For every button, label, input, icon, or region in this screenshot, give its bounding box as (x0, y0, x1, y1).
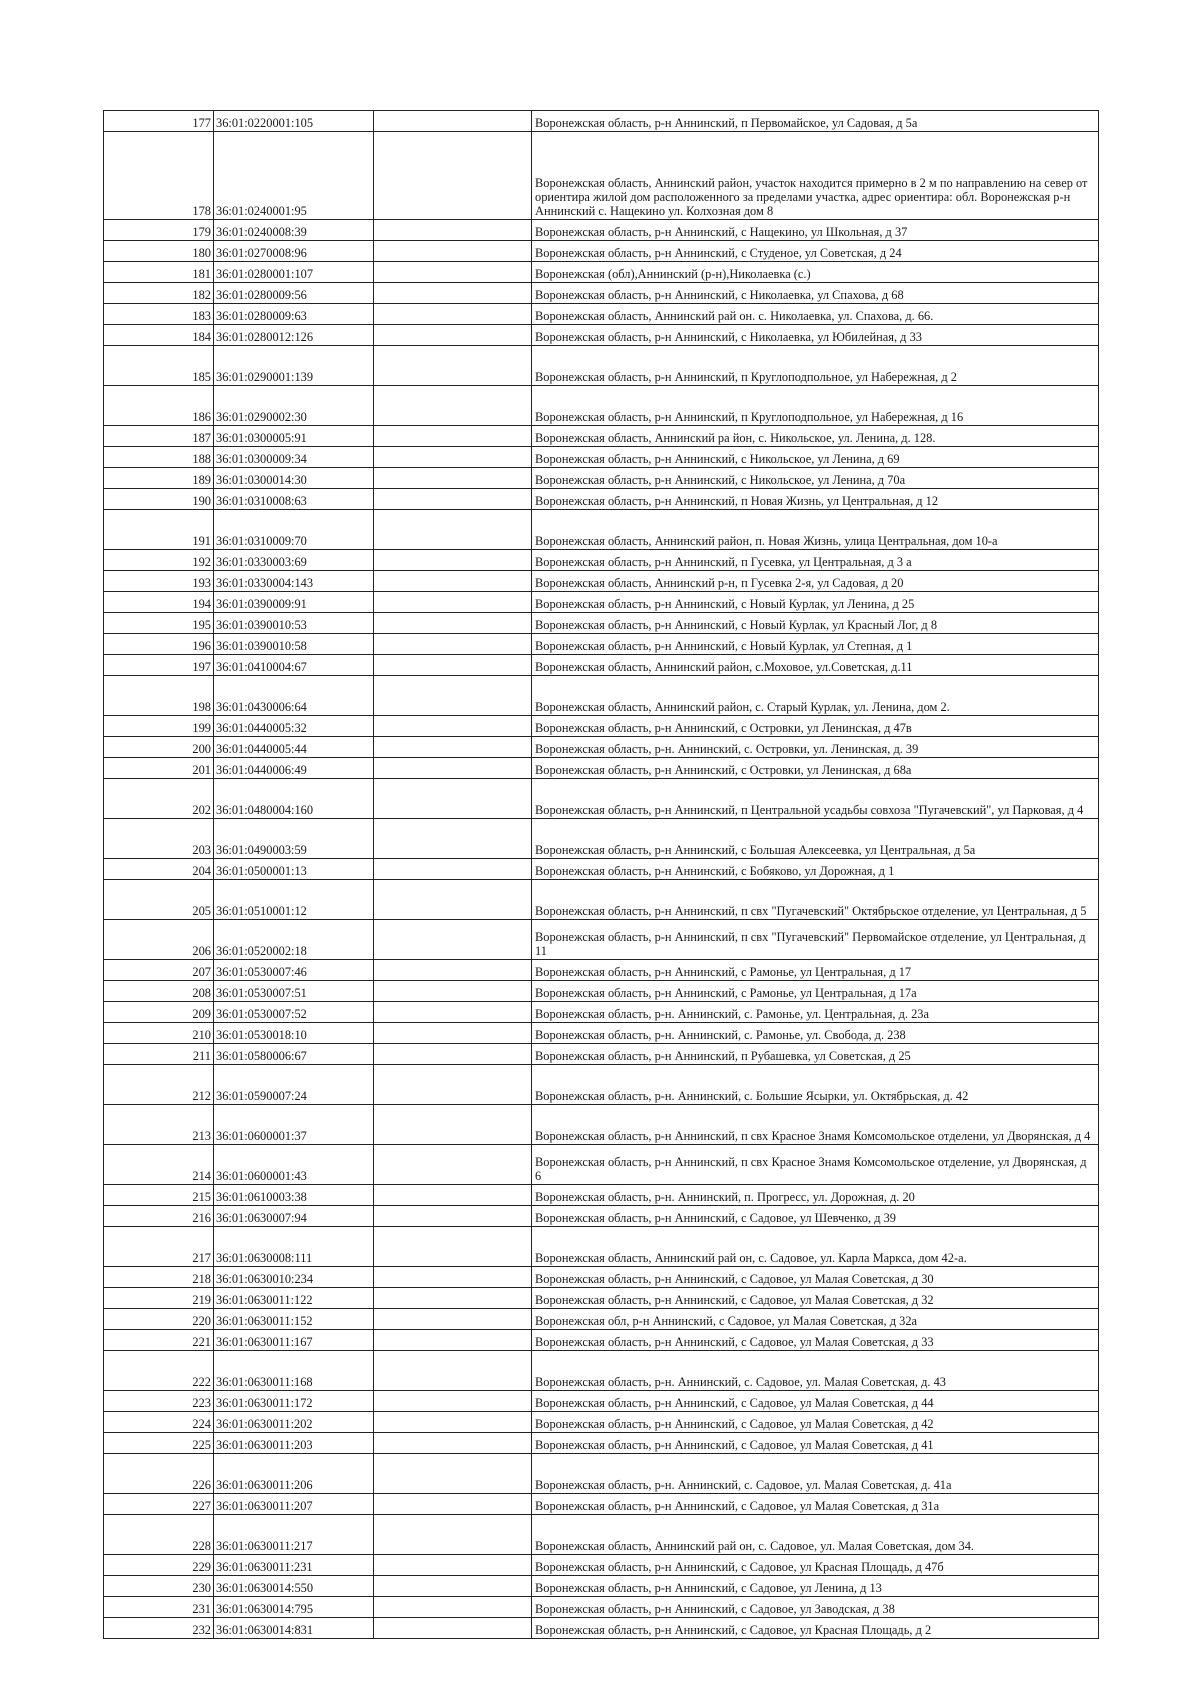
empty-cell (374, 613, 532, 634)
table-row (104, 1494, 1099, 1515)
table-row (104, 325, 1099, 346)
table-row (104, 468, 1099, 489)
table-row (104, 819, 1099, 859)
empty-cell (374, 655, 532, 676)
address-cell: Воронежская область, р-н Аннинский, с Никольское, ул Ленина, д 70а (532, 468, 1099, 489)
address-cell: Воронежская область, р-н. Аннинский, с. Садовое, ул. Малая Советская, д. 41а (532, 1454, 1099, 1494)
row-number-cell: 179 (104, 220, 214, 241)
cadastral-number-cell: 36:01:0630011:168 (214, 1351, 374, 1391)
row-number-cell: 216 (104, 1206, 214, 1227)
cadastral-number-cell: 36:01:0630007:94 (214, 1206, 374, 1227)
table-row (104, 1330, 1099, 1351)
address-cell: Воронежская область, Аннинский район, п. Новая Жизнь, улица Центральная, дом 10-а (532, 510, 1099, 550)
empty-cell (374, 489, 532, 510)
row-number-cell: 190 (104, 489, 214, 510)
table-row (104, 111, 1099, 132)
row-number-cell: 195 (104, 613, 214, 634)
empty-cell (374, 510, 532, 550)
empty-cell (374, 1412, 532, 1433)
row-number-cell: 224 (104, 1412, 214, 1433)
empty-cell (374, 283, 532, 304)
cadastral-number-cell: 36:01:0300014:30 (214, 468, 374, 489)
table-row (104, 1002, 1099, 1023)
cadastral-number-cell: 36:01:0630014:795 (214, 1597, 374, 1618)
table-row (104, 489, 1099, 510)
empty-cell (374, 1618, 532, 1639)
row-number-cell: 197 (104, 655, 214, 676)
address-cell: Воронежская область, р-н Аннинский, с Новый Курлак, ул Ленина, д 25 (532, 592, 1099, 613)
row-number-cell: 215 (104, 1185, 214, 1206)
cadastral-number-cell: 36:01:0270008:96 (214, 241, 374, 262)
row-number-cell: 183 (104, 304, 214, 325)
row-number-cell: 196 (104, 634, 214, 655)
table-row (104, 1515, 1099, 1555)
cadastral-number-cell: 36:01:0630014:550 (214, 1576, 374, 1597)
row-number-cell: 187 (104, 426, 214, 447)
table-row (104, 132, 1099, 220)
address-cell: Воронежская область, р-н Аннинский, с Большая Алексеевка, ул Центральная, д 5а (532, 819, 1099, 859)
address-cell: Воронежская область, р-н Аннинский, с Садовое, ул Малая Советская, д 42 (532, 1412, 1099, 1433)
cadastral-number-cell: 36:01:0490003:59 (214, 819, 374, 859)
address-cell: Воронежская область, р-н Аннинский, п Рубашевка, ул Советская, д 25 (532, 1044, 1099, 1065)
table-row (104, 241, 1099, 262)
empty-cell (374, 241, 532, 262)
row-number-cell: 210 (104, 1023, 214, 1044)
cadastral-number-cell: 36:01:0290002:30 (214, 386, 374, 426)
address-cell: Воронежская область, р-н. Аннинский, с. Рамонье, ул. Свобода, д. 238 (532, 1023, 1099, 1044)
table-row (104, 880, 1099, 920)
row-number-cell: 180 (104, 241, 214, 262)
table-row (104, 1391, 1099, 1412)
row-number-cell: 232 (104, 1618, 214, 1639)
row-number-cell: 204 (104, 859, 214, 880)
cadastral-number-cell: 36:01:0440006:49 (214, 758, 374, 779)
cadastral-number-cell: 36:01:0530018:10 (214, 1023, 374, 1044)
address-cell: Воронежская область, р-н Аннинский, п свх Красное Знамя Комсомольское отделени, ул Дворянская, д 4 (532, 1105, 1099, 1145)
table-row (104, 1351, 1099, 1391)
cadastral-number-cell: 36:01:0390009:91 (214, 592, 374, 613)
cadastral-number-cell: 36:01:0630008:111 (214, 1227, 374, 1267)
address-cell: Воронежская область, р-н Аннинский, п Круглоподпольное, ул Набережная, д 2 (532, 346, 1099, 386)
address-cell: Воронежская область, Аннинский район, с.Моховое, ул.Советская, д.11 (532, 655, 1099, 676)
row-number-cell: 213 (104, 1105, 214, 1145)
cadastral-number-cell: 36:01:0590007:24 (214, 1065, 374, 1105)
table-row (104, 283, 1099, 304)
empty-cell (374, 859, 532, 880)
empty-cell (374, 1576, 532, 1597)
table-row (104, 346, 1099, 386)
row-number-cell: 200 (104, 737, 214, 758)
row-number-cell: 178 (104, 132, 214, 220)
empty-cell (374, 426, 532, 447)
address-cell: Воронежская область, р-н. Аннинский, с. Садовое, ул. Малая Советская, д. 43 (532, 1351, 1099, 1391)
table-row (104, 1618, 1099, 1639)
address-cell: Воронежская область, р-н Аннинский, п свх "Пугачевский" Первомайское отделение, ул Центральная, д 11 (532, 920, 1099, 960)
cadastral-number-cell: 36:01:0280012:126 (214, 325, 374, 346)
address-cell: Воронежская область, р-н Аннинский, с Садовое, ул Малая Советская, д 31а (532, 1494, 1099, 1515)
empty-cell (374, 1309, 532, 1330)
empty-cell (374, 220, 532, 241)
cadastral-number-cell: 36:01:0630011:203 (214, 1433, 374, 1454)
empty-cell (374, 1023, 532, 1044)
address-cell: Воронежская область, р-н Аннинский, с Садовое, ул Красная Площадь, д 2 (532, 1618, 1099, 1639)
table-row (104, 737, 1099, 758)
empty-cell (374, 550, 532, 571)
empty-cell (374, 1288, 532, 1309)
cadastral-number-cell: 36:01:0440005:44 (214, 737, 374, 758)
address-cell: Воронежская область, р-н Аннинский, с Новый Курлак, ул Красный Лог, д 8 (532, 613, 1099, 634)
cadastral-number-cell: 36:01:0310009:70 (214, 510, 374, 550)
empty-cell (374, 960, 532, 981)
address-cell: Воронежская область, р-н Аннинский, с Садовое, ул Красная Площадь, д 47б (532, 1555, 1099, 1576)
empty-cell (374, 447, 532, 468)
address-cell: Воронежская область, р-н. Аннинский, с. Островки, ул. Ленинская, д. 39 (532, 737, 1099, 758)
row-number-cell: 201 (104, 758, 214, 779)
cadastral-number-cell: 36:01:0600001:43 (214, 1145, 374, 1185)
address-cell: Воронежская область, р-н Аннинский, с Николаевка, ул Юбилейная, д 33 (532, 325, 1099, 346)
address-cell: Воронежская область, р-н Аннинский, с Садовое, ул Малая Советская, д 44 (532, 1391, 1099, 1412)
empty-cell (374, 346, 532, 386)
cadastral-number-cell: 36:01:0280009:63 (214, 304, 374, 325)
table-row (104, 1433, 1099, 1454)
address-cell: Воронежская область, р-н Аннинский, с Садовое, ул Малая Советская, д 30 (532, 1267, 1099, 1288)
table-row (104, 1185, 1099, 1206)
cadastral-number-cell: 36:01:0510001:12 (214, 880, 374, 920)
empty-cell (374, 1065, 532, 1105)
cadastral-number-cell: 36:01:0630011:122 (214, 1288, 374, 1309)
row-number-cell: 219 (104, 1288, 214, 1309)
address-cell: Воронежская область, р-н Аннинский, п свх Красное Знамя Комсомольское отделение, ул Дворянская, д 6 (532, 1145, 1099, 1185)
table-row (104, 779, 1099, 819)
empty-cell (374, 468, 532, 489)
address-cell: Воронежская область, р-н Аннинский, п Первомайское, ул Садовая, д 5а (532, 111, 1099, 132)
row-number-cell: 230 (104, 1576, 214, 1597)
table-row (104, 1597, 1099, 1618)
empty-cell (374, 1515, 532, 1555)
table-row (104, 220, 1099, 241)
cadastral-number-cell: 36:01:0630011:206 (214, 1454, 374, 1494)
table-row (104, 550, 1099, 571)
empty-cell (374, 1185, 532, 1206)
address-cell: Воронежская область, р-н Аннинский, с Садовое, ул Малая Советская, д 41 (532, 1433, 1099, 1454)
table-row (104, 1105, 1099, 1145)
table-row (104, 1267, 1099, 1288)
address-cell: Воронежская обл, р-н Аннинский, с Садовое, ул Малая Советская, д 32а (532, 1309, 1099, 1330)
cadastral-number-cell: 36:01:0630011:231 (214, 1555, 374, 1576)
row-number-cell: 205 (104, 880, 214, 920)
row-number-cell: 209 (104, 1002, 214, 1023)
cadastral-number-cell: 36:01:0330004:143 (214, 571, 374, 592)
cadastral-number-cell: 36:01:0630010:234 (214, 1267, 374, 1288)
cadastral-number-cell: 36:01:0520002:18 (214, 920, 374, 960)
empty-cell (374, 1267, 532, 1288)
row-number-cell: 212 (104, 1065, 214, 1105)
row-number-cell: 194 (104, 592, 214, 613)
empty-cell (374, 737, 532, 758)
empty-cell (374, 325, 532, 346)
address-cell: Воронежская область, р-н Аннинский, п Круглоподпольное, ул Набережная, д 16 (532, 386, 1099, 426)
cadastral-number-cell: 36:01:0530007:51 (214, 981, 374, 1002)
address-cell: Воронежская область, р-н Аннинский, с Новый Курлак, ул Степная, д 1 (532, 634, 1099, 655)
empty-cell (374, 716, 532, 737)
row-number-cell: 208 (104, 981, 214, 1002)
empty-cell (374, 1597, 532, 1618)
row-number-cell: 192 (104, 550, 214, 571)
cadastral-number-cell: 36:01:0630011:172 (214, 1391, 374, 1412)
address-cell: Воронежская область, р-н Аннинский, с Садовое, ул Малая Советская, д 33 (532, 1330, 1099, 1351)
row-number-cell: 203 (104, 819, 214, 859)
address-cell: Воронежская область, р-н. Аннинский, с. Большие Ясырки, ул. Октябрьская, д. 42 (532, 1065, 1099, 1105)
empty-cell (374, 1044, 532, 1065)
address-cell: Воронежская область, р-н Аннинский, с Никольское, ул Ленина, д 69 (532, 447, 1099, 468)
empty-cell (374, 592, 532, 613)
table-row (104, 426, 1099, 447)
address-cell: Воронежская область, р-н Аннинский, с Нащекино, ул Школьная, д 37 (532, 220, 1099, 241)
table-row (104, 592, 1099, 613)
cadastral-number-cell: 36:01:0630011:167 (214, 1330, 374, 1351)
empty-cell (374, 1330, 532, 1351)
row-number-cell: 225 (104, 1433, 214, 1454)
table-row (104, 510, 1099, 550)
row-number-cell: 222 (104, 1351, 214, 1391)
cadastral-number-cell: 36:01:0630011:202 (214, 1412, 374, 1433)
cadastral-number-cell: 36:01:0530007:46 (214, 960, 374, 981)
cadastral-number-cell: 36:01:0240008:39 (214, 220, 374, 241)
row-number-cell: 199 (104, 716, 214, 737)
empty-cell (374, 819, 532, 859)
empty-cell (374, 1555, 532, 1576)
address-cell: Воронежская область, р-н Аннинский, с Островки, ул Ленинская, д 68а (532, 758, 1099, 779)
address-cell: Воронежская область, р-н Аннинский, с Рамонье, ул Центральная, д 17а (532, 981, 1099, 1002)
row-number-cell: 193 (104, 571, 214, 592)
empty-cell (374, 571, 532, 592)
address-cell: Воронежская область, р-н Аннинский, п Гусевка, ул Центральная, д 3 а (532, 550, 1099, 571)
table-row (104, 613, 1099, 634)
address-cell: Воронежская область, р-н Аннинский, с Островки, ул Ленинская, д 47в (532, 716, 1099, 737)
table-row (104, 1309, 1099, 1330)
empty-cell (374, 262, 532, 283)
empty-cell (374, 1002, 532, 1023)
table-row (104, 1065, 1099, 1105)
empty-cell (374, 920, 532, 960)
empty-cell (374, 1206, 532, 1227)
row-number-cell: 185 (104, 346, 214, 386)
empty-cell (374, 1433, 532, 1454)
cadastral-number-cell: 36:01:0390010:53 (214, 613, 374, 634)
cadastral-number-cell: 36:01:0600001:37 (214, 1105, 374, 1145)
table-row (104, 1412, 1099, 1433)
row-number-cell: 198 (104, 676, 214, 716)
address-cell: Воронежская область, р-н Аннинский, с Садовое, ул Ленина, д 13 (532, 1576, 1099, 1597)
cadastral-number-cell: 36:01:0630014:831 (214, 1618, 374, 1639)
address-cell: Воронежская область, р-н. Аннинский, с. Рамонье, ул. Центральная, д. 23а (532, 1002, 1099, 1023)
empty-cell (374, 676, 532, 716)
cadastral-number-cell: 36:01:0440005:32 (214, 716, 374, 737)
row-number-cell: 206 (104, 920, 214, 960)
row-number-cell: 211 (104, 1044, 214, 1065)
empty-cell (374, 111, 532, 132)
address-cell: Воронежская область, р-н Аннинский, с Николаевка, ул Спахова, д 68 (532, 283, 1099, 304)
table-row (104, 447, 1099, 468)
address-cell: Воронежская область, р-н Аннинский, с Рамонье, ул Центральная, д 17 (532, 960, 1099, 981)
empty-cell (374, 758, 532, 779)
table-row (104, 758, 1099, 779)
row-number-cell: 188 (104, 447, 214, 468)
table-row (104, 676, 1099, 716)
cadastral-number-cell: 36:01:0430006:64 (214, 676, 374, 716)
empty-cell (374, 1494, 532, 1515)
row-number-cell: 207 (104, 960, 214, 981)
cadastral-number-cell: 36:01:0290001:139 (214, 346, 374, 386)
table-row (104, 859, 1099, 880)
cadastral-number-cell: 36:01:0300005:91 (214, 426, 374, 447)
table-row (104, 716, 1099, 737)
table-row (104, 1454, 1099, 1494)
row-number-cell: 202 (104, 779, 214, 819)
cadastral-number-cell: 36:01:0410004:67 (214, 655, 374, 676)
table-row (104, 655, 1099, 676)
empty-cell (374, 1351, 532, 1391)
empty-cell (374, 304, 532, 325)
table-row (104, 1044, 1099, 1065)
row-number-cell: 226 (104, 1454, 214, 1494)
empty-cell (374, 634, 532, 655)
row-number-cell: 223 (104, 1391, 214, 1412)
address-cell: Воронежская область, Аннинский рай он. с. Николаевка, ул. Спахова, д. 66. (532, 304, 1099, 325)
row-number-cell: 191 (104, 510, 214, 550)
table-row (104, 1145, 1099, 1185)
cadastral-number-cell: 36:01:0500001:13 (214, 859, 374, 880)
address-cell: Воронежская область, Аннинский рай он, с. Садовое, ул. Малая Советская, дом 34. (532, 1515, 1099, 1555)
row-number-cell: 214 (104, 1145, 214, 1185)
address-cell: Воронежская область, р-н Аннинский, с Студеное, ул Советская, д 24 (532, 241, 1099, 262)
address-cell: Воронежская область, Аннинский ра йон, с. Никольское, ул. Ленина, д. 128. (532, 426, 1099, 447)
parcel-table (103, 110, 1099, 1639)
cadastral-number-cell: 36:01:0630011:207 (214, 1494, 374, 1515)
row-number-cell: 220 (104, 1309, 214, 1330)
row-number-cell: 221 (104, 1330, 214, 1351)
row-number-cell: 218 (104, 1267, 214, 1288)
row-number-cell: 227 (104, 1494, 214, 1515)
table-row (104, 634, 1099, 655)
address-cell: Воронежская область, р-н Аннинский, п Центральной усадьбы совхоза "Пугачевский", ул Парковая, д 4 (532, 779, 1099, 819)
row-number-cell: 186 (104, 386, 214, 426)
table-row (104, 960, 1099, 981)
empty-cell (374, 386, 532, 426)
address-cell: Воронежская (обл),Аннинский (р-н),Николаевка (с.) (532, 262, 1099, 283)
parcel-table-body (104, 111, 1099, 1639)
table-row (104, 1555, 1099, 1576)
table-row (104, 1576, 1099, 1597)
cadastral-number-cell: 36:01:0330003:69 (214, 550, 374, 571)
row-number-cell: 228 (104, 1515, 214, 1555)
address-cell: Воронежская область, р-н Аннинский, п свх "Пугачевский" Октябрьское отделение, ул Центральная, д 5 (532, 880, 1099, 920)
cadastral-number-cell: 36:01:0280001:107 (214, 262, 374, 283)
table-row (104, 262, 1099, 283)
cadastral-number-cell: 36:01:0300009:34 (214, 447, 374, 468)
address-cell: Воронежская область, Аннинский район, участок находится примерно в 2 м по направлению на север от ориентира жилой дом расположенного за пределами участка, адрес ориентира: обл. Воронежская р-н Аннинский с. Нащекино ул. Колхозная дом 8 (532, 132, 1099, 220)
address-cell: Воронежская область, р-н Аннинский, с Бобяково, ул Дорожная, д 1 (532, 859, 1099, 880)
table-row (104, 920, 1099, 960)
empty-cell (374, 981, 532, 1002)
cadastral-number-cell: 36:01:0390010:58 (214, 634, 374, 655)
empty-cell (374, 1145, 532, 1185)
empty-cell (374, 132, 532, 220)
address-cell: Воронежская область, р-н. Аннинский, п. Прогресс, ул. Дорожная, д. 20 (532, 1185, 1099, 1206)
address-cell: Воронежская область, р-н Аннинский, с Садовое, ул Малая Советская, д 32 (532, 1288, 1099, 1309)
table-row (104, 1288, 1099, 1309)
address-cell: Воронежская область, р-н Аннинский, п Новая Жизнь, ул Центральная, д 12 (532, 489, 1099, 510)
table-row (104, 304, 1099, 325)
table-row (104, 981, 1099, 1002)
cadastral-number-cell: 36:01:0240001:95 (214, 132, 374, 220)
empty-cell (374, 1454, 532, 1494)
address-cell: Воронежская область, р-н Аннинский, с Садовое, ул Заводская, д 38 (532, 1597, 1099, 1618)
cadastral-number-cell: 36:01:0220001:105 (214, 111, 374, 132)
row-number-cell: 217 (104, 1227, 214, 1267)
cadastral-number-cell: 36:01:0530007:52 (214, 1002, 374, 1023)
cadastral-number-cell: 36:01:0630011:217 (214, 1515, 374, 1555)
empty-cell (374, 779, 532, 819)
table-row (104, 1227, 1099, 1267)
address-cell: Воронежская область, р-н Аннинский, с Садовое, ул Шевченко, д 39 (532, 1206, 1099, 1227)
row-number-cell: 184 (104, 325, 214, 346)
address-cell: Воронежская область, Аннинский район, с. Старый Курлак, ул. Ленина, дом 2. (532, 676, 1099, 716)
row-number-cell: 189 (104, 468, 214, 489)
row-number-cell: 229 (104, 1555, 214, 1576)
row-number-cell: 181 (104, 262, 214, 283)
row-number-cell: 177 (104, 111, 214, 132)
cadastral-number-cell: 36:01:0630011:152 (214, 1309, 374, 1330)
table-row (104, 571, 1099, 592)
empty-cell (374, 1227, 532, 1267)
cadastral-number-cell: 36:01:0280009:56 (214, 283, 374, 304)
table-row (104, 1023, 1099, 1044)
cadastral-number-cell: 36:01:0610003:38 (214, 1185, 374, 1206)
address-cell: Воронежская область, Аннинский рай он, с. Садовое, ул. Карла Маркса, дом 42-а. (532, 1227, 1099, 1267)
address-cell: Воронежская область, Аннинский р-н, п Гусевка 2-я, ул Садовая, д 20 (532, 571, 1099, 592)
table-row (104, 386, 1099, 426)
empty-cell (374, 1391, 532, 1412)
empty-cell (374, 1105, 532, 1145)
row-number-cell: 231 (104, 1597, 214, 1618)
cadastral-number-cell: 36:01:0310008:63 (214, 489, 374, 510)
row-number-cell: 182 (104, 283, 214, 304)
empty-cell (374, 880, 532, 920)
cadastral-number-cell: 36:01:0480004:160 (214, 779, 374, 819)
cadastral-number-cell: 36:01:0580006:67 (214, 1044, 374, 1065)
table-row (104, 1206, 1099, 1227)
